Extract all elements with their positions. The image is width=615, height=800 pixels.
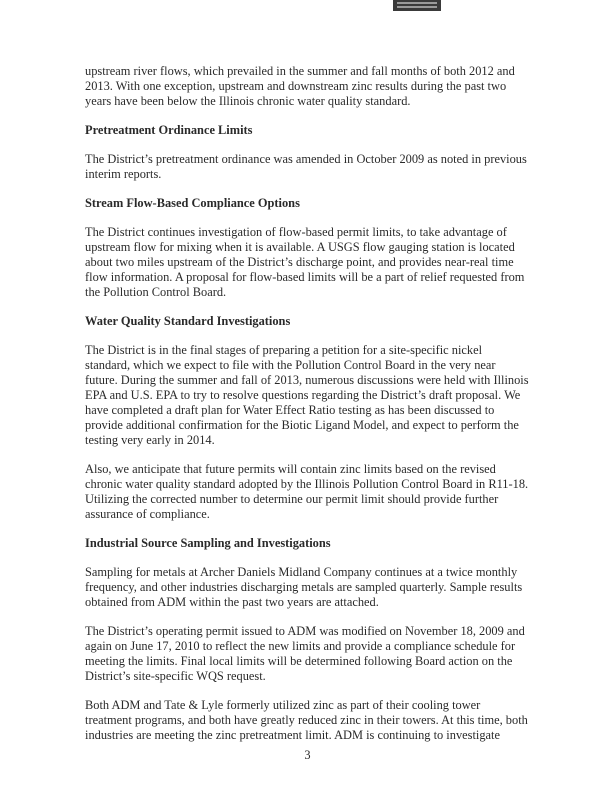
paragraph-upstream-flows: upstream river flows, which prevailed in the summer and fall months of both 2012 and 2013. With one exception, upstream and downstream zinc results during the past two years have been below the Illinois chronic water quality standard. <box>85 64 515 108</box>
document-stamp <box>393 0 441 11</box>
document-body <box>85 64 530 757</box>
heading-industrial-sampling: Industrial Source Sampling and Investigations <box>85 536 331 550</box>
page-number: 3 <box>304 748 311 762</box>
heading-pretreatment-ordinance: Pretreatment Ordinance Limits <box>85 123 253 137</box>
paragraph-stream-flow: The District continues investigation of flow-based permit limits, to take advantage of upstream flow for mixing when it is available. A USGS flow gauging station is located about two miles upstream of the District’s discharge point, and provides near-real time flow information. A proposal for flow-based limits will be a part of relief requested from the Pollution Control Board. <box>85 225 525 299</box>
paragraph-adm-permit: The District’s operating permit issued to ADM was modified on November 18, 2009 and again on June 17, 2010 to reflect the new limits and provide a compliance schedule for meeting the limits. Final local limits will be determined following Board action on the District’s site-specific WQS request. <box>85 624 525 683</box>
paragraph-adm-sampling: Sampling for metals at Archer Daniels Midland Company continues at a twice monthly frequency, and other industries discharging metals are sampled quarterly. Sample results obtained from ADM within the past two years are attached. <box>85 565 523 609</box>
heading-stream-flow: Stream Flow-Based Compliance Options <box>85 196 300 210</box>
paragraph-nickel-standard: The District is in the final stages of preparing a petition for a site-specific nickel standard, which we expect to file with the Pollution Control Board in the very near future. During the summer and fall of 2013, numerous discussions were held with Illinois EPA and U.S. EPA to try to resolve questions regarding the District’s draft proposal. We have completed a draft plan for Water Effect Ratio testing as has been discussed to provide additional confirmation for the Biotic Ligand Model, and expect to perform the testing very early in 2014. <box>85 343 529 447</box>
heading-water-quality: Water Quality Standard Investigations <box>85 314 291 328</box>
paragraph-zinc-limits: Also, we anticipate that future permits will contain zinc limits based on the revised chronic water quality standard adopted by the Illinois Pollution Control Board in R11-18. Utilizing the corrected number to determine our permit limit should provide further assurance of compliance. <box>85 462 529 521</box>
paragraph-pretreatment: The District’s pretreatment ordinance was amended in October 2009 as noted in previous interim reports. <box>85 152 527 181</box>
paragraph-cooling-tower: Both ADM and Tate & Lyle formerly utilized zinc as part of their cooling tower treatment programs, and both have greatly reduced zinc in their towers. At this time, both industries are meeting the zinc pretreatment limit. ADM is continuing to investigate <box>85 698 528 742</box>
